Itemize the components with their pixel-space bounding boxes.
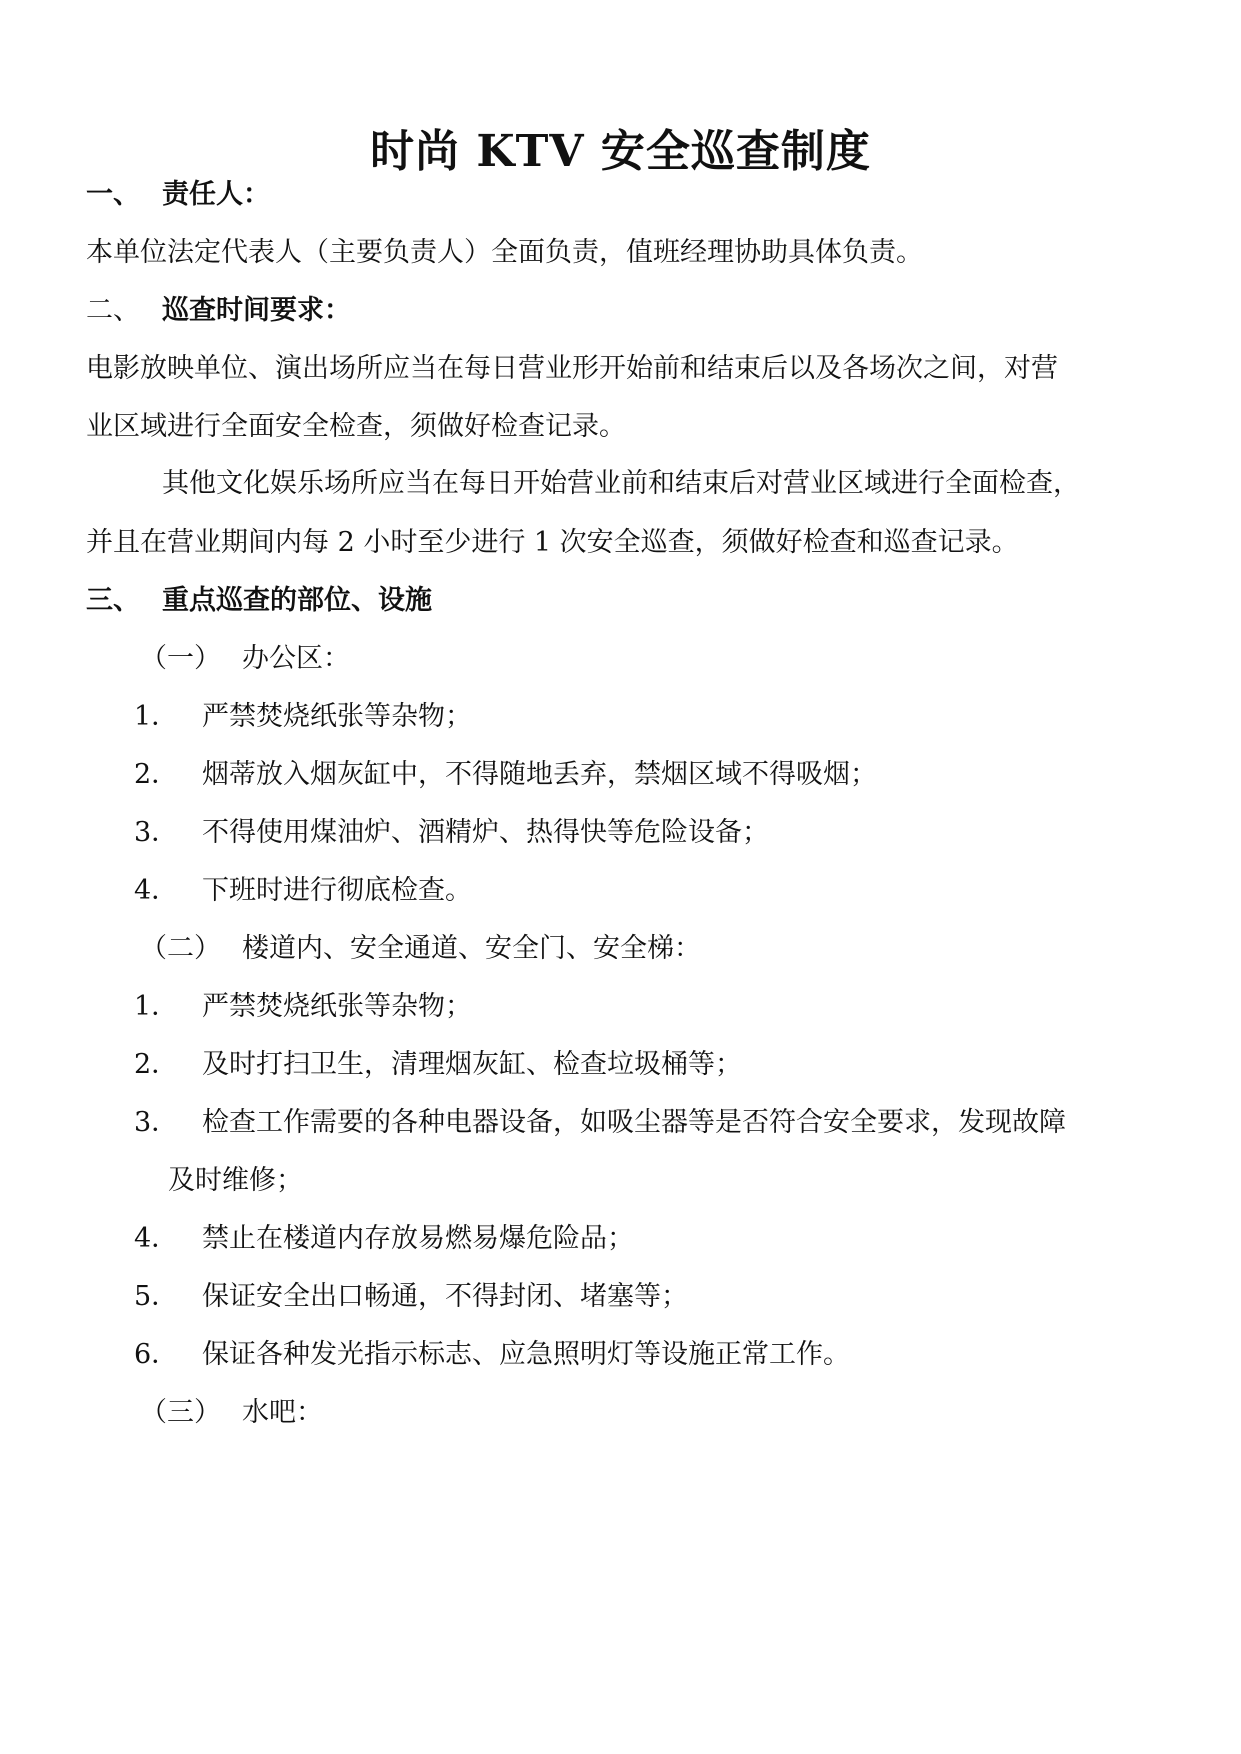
subsection-1-number: （一） xyxy=(140,643,221,674)
subsection-3-heading: 水吧： xyxy=(242,1397,323,1428)
section-3-number: 三、 xyxy=(86,585,140,616)
list-item-text: 不得使用煤油炉、酒精炉、热得快等危险设备； xyxy=(202,817,769,848)
section-2-paragraph-line: 其他文化娱乐场所应当在每日开始营业前和结束后对营业区域进行全面检查， xyxy=(162,468,1080,499)
list-item-number: 4． xyxy=(134,875,179,906)
list-item-text: 严禁焚烧纸张等杂物； xyxy=(202,701,472,732)
section-1-heading: 责任人： xyxy=(162,179,270,210)
list-item-number: 3． xyxy=(134,1107,179,1138)
list-item-number: 3． xyxy=(134,817,179,848)
list-item-text: 保证各种发光指示标志、应急照明灯等设施正常工作。 xyxy=(202,1339,850,1370)
list-item-text: 检查工作需要的各种电器设备，如吸尘器等是否符合安全要求，发现故障 xyxy=(202,1107,1066,1138)
list-item-text: 禁止在楼道内存放易燃易爆危险品； xyxy=(202,1223,634,1254)
list-item-number: 1． xyxy=(134,701,179,732)
list-item-number: 2． xyxy=(134,1049,179,1080)
subsection-1-heading: 办公区： xyxy=(242,643,350,674)
list-item-text: 烟蒂放入烟灰缸中，不得随地丢弃，禁烟区域不得吸烟； xyxy=(202,759,877,790)
section-3-heading: 重点巡查的部位、设施 xyxy=(162,585,432,616)
list-item-number: 6． xyxy=(134,1339,179,1370)
list-item-number: 4． xyxy=(134,1223,179,1254)
list-item-text: 下班时进行彻底检查。 xyxy=(202,875,472,906)
subsection-3-number: （三） xyxy=(140,1397,221,1428)
list-item-number: 2． xyxy=(134,759,179,790)
list-item-text: 及时打扫卫生，清理烟灰缸、检查垃圾桶等； xyxy=(202,1049,742,1080)
list-item-number: 1． xyxy=(134,991,179,1022)
list-item-text: 保证安全出口畅通，不得封闭、堵塞等； xyxy=(202,1281,688,1312)
document-title: 时尚 KTV 安全巡查制度 xyxy=(370,126,871,177)
section-2-number: 二、 xyxy=(86,295,140,326)
list-item-text: 严禁焚烧纸张等杂物； xyxy=(202,991,472,1022)
section-2-paragraph-line: 并且在营业期间内每 2 小时至少进行 1 次安全巡查，须做好检查和巡查记录。 xyxy=(86,527,1019,558)
section-1-paragraph: 本单位法定代表人（主要负责人）全面负责，值班经理协助具体负责。 xyxy=(86,237,923,268)
list-item-number: 5． xyxy=(134,1281,179,1312)
section-1-number: 一、 xyxy=(86,179,140,210)
subsection-2-number: （二） xyxy=(140,933,221,964)
section-2-paragraph-line: 电影放映单位、演出场所应当在每日营业形开始前和结束后以及各场次之间，对营 xyxy=(86,353,1058,384)
section-2-paragraph-line: 业区域进行全面安全检查，须做好检查记录。 xyxy=(86,411,626,442)
list-item-continuation: 及时维修； xyxy=(168,1165,303,1196)
subsection-2-heading: 楼道内、安全通道、安全门、安全梯： xyxy=(242,933,701,964)
section-2-heading: 巡查时间要求： xyxy=(162,295,351,326)
